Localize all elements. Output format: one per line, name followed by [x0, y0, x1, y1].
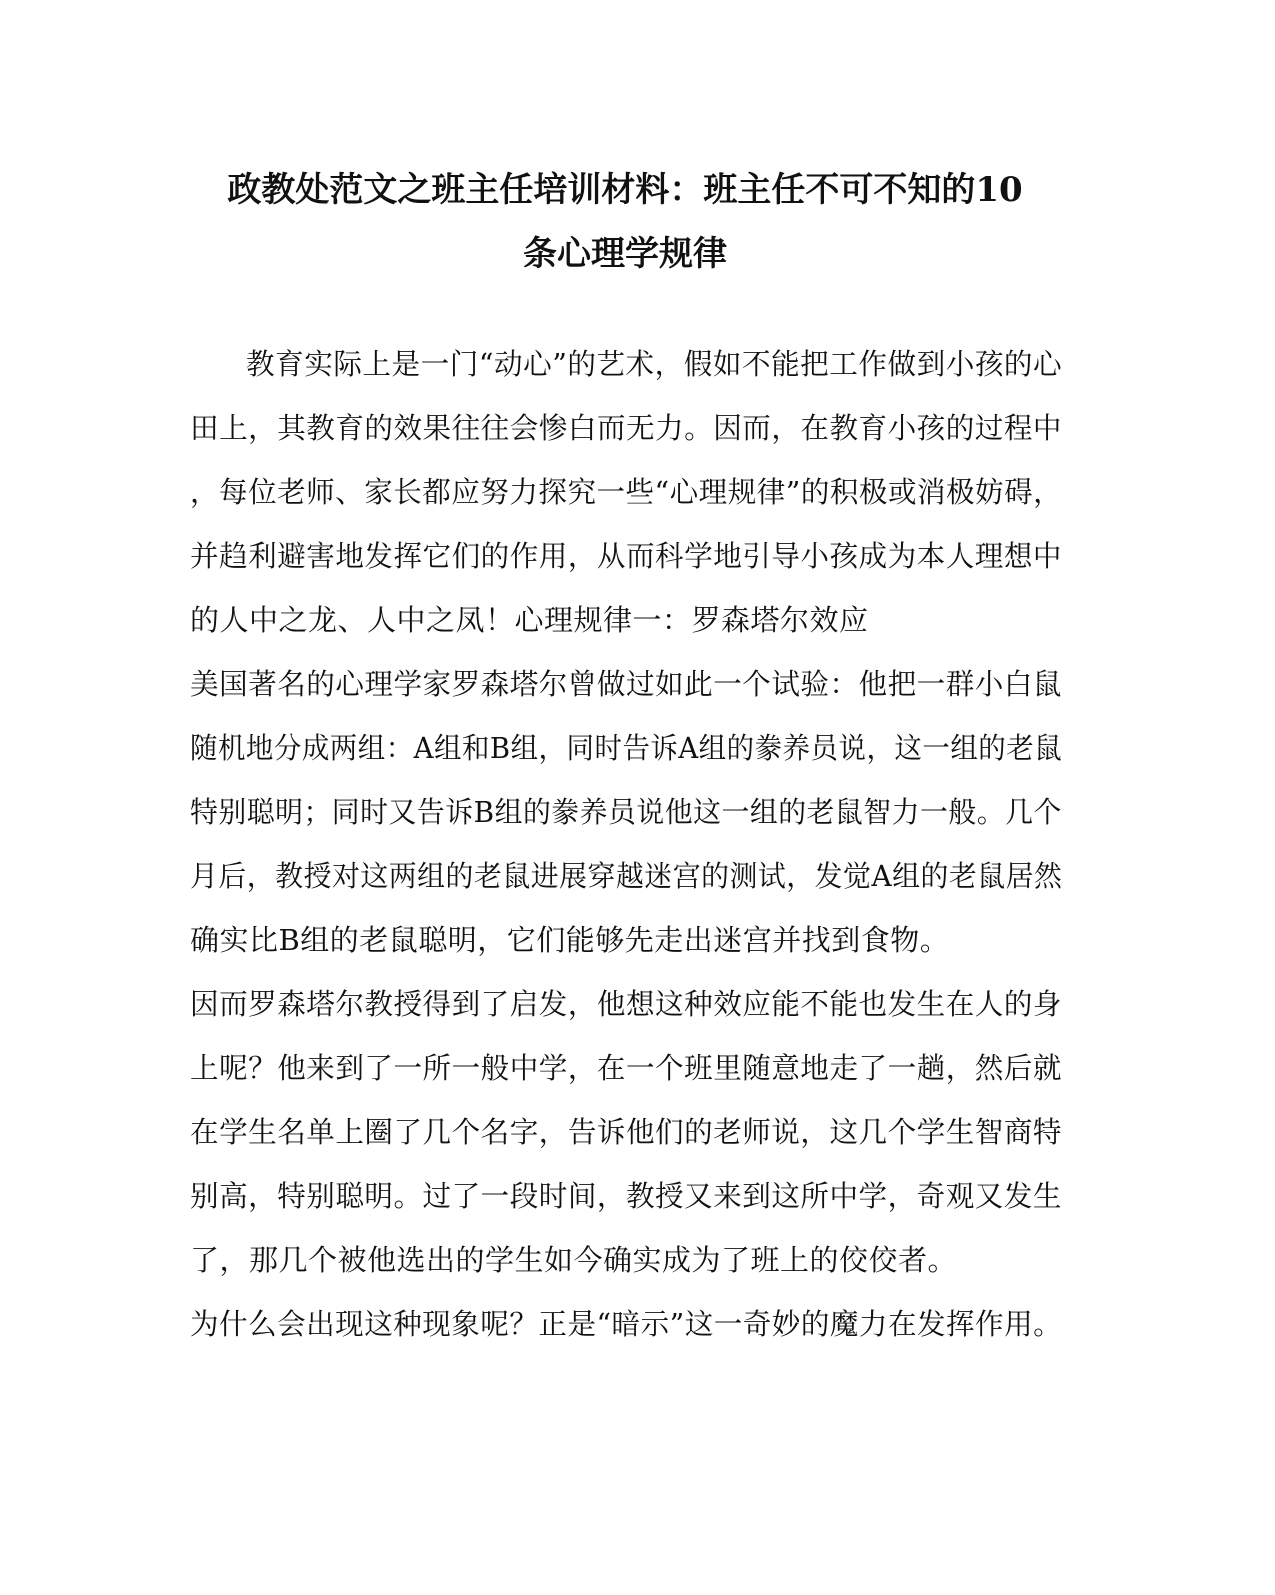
- body-line-3: ，每位老师、家长都应努力探究一些“心理规律”的积极或消极妨碍，: [190, 475, 1063, 509]
- body-line-4: 并趋利避害地发挥它们的作用，从而科学地引导小孩成为本人理想中: [190, 539, 1063, 573]
- body-line-8: 特别聪明；同时又告诉B组的豢养员说他这一组的老鼠智力一般。几个: [190, 795, 1062, 829]
- document-title-line-1: 政教处范文之班主任培训材料：班主任不可不知的10: [227, 170, 1023, 210]
- body-line-13: 在学生名单上圈了几个名字，告诉他们的老师说，这几个学生智商特: [190, 1115, 1063, 1149]
- body-line-9: 月后，教授对这两组的老鼠进展穿越迷宫的测试，发觉A组的老鼠居然: [190, 859, 1063, 893]
- body-line-5: 的人中之龙、人中之凤！心理规律一：罗森塔尔效应: [190, 603, 869, 637]
- body-line-11: 因而罗森塔尔教授得到了启发，他想这种效应能不能也发生在人的身: [190, 987, 1063, 1021]
- body-line-16: 为什么会出现这种现象呢？正是“暗示”这一奇妙的魔力在发挥作用。: [190, 1307, 1063, 1341]
- body-line-2: 田上，其教育的效果往往会惨白而无力。因而，在教育小孩的过程中: [190, 411, 1063, 445]
- body-line-7: 随机地分成两组：A组和B组，同时告诉A组的豢养员说，这一组的老鼠: [190, 731, 1063, 765]
- body-line-1: 教育实际上是一门“动心”的艺术，假如不能把工作做到小孩的心: [246, 347, 1063, 381]
- body-line-12: 上呢？他来到了一所一般中学，在一个班里随意地走了一趟，然后就: [190, 1051, 1063, 1085]
- body-line-10: 确实比B组的老鼠聪明，它们能够先走出迷宫并找到食物。: [190, 923, 950, 957]
- body-line-14: 别高，特别聪明。过了一段时间，教授又来到这所中学，奇观又发生: [190, 1179, 1063, 1213]
- body-line-6: 美国著名的心理学家罗森塔尔曾做过如此一个试验：他把一群小白鼠: [190, 667, 1063, 701]
- body-line-15: 了，那几个被他选出的学生如今确实成为了班上的佼佼者。: [190, 1243, 958, 1277]
- document-title-line-2: 条心理学规律: [523, 234, 727, 274]
